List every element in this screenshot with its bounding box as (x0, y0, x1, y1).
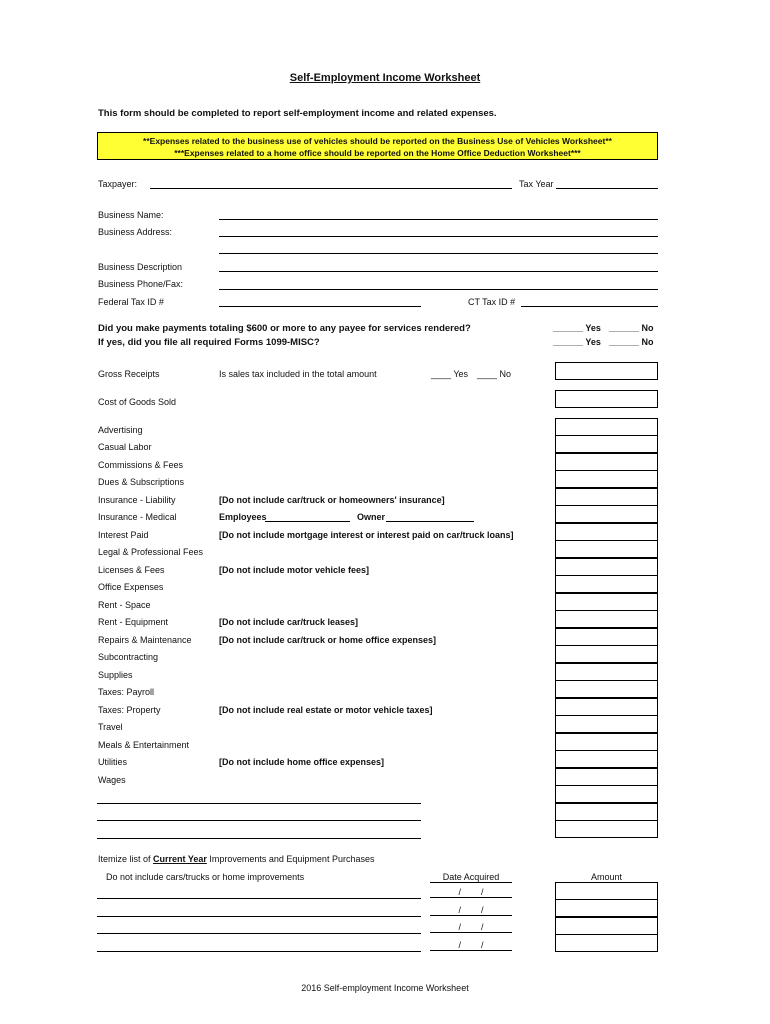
casual-labor-label: Casual Labor (98, 442, 152, 452)
item-amount-box[interactable] (555, 882, 658, 900)
q1-no-option[interactable]: ______ No (609, 323, 654, 333)
amount-box[interactable] (555, 505, 658, 523)
business-description-field[interactable] (219, 271, 658, 272)
sales-tax-yes-option[interactable]: ____ Yes (431, 369, 469, 379)
commissions-label: Commissions & Fees (98, 460, 184, 470)
q1-yes-option[interactable]: ______ Yes (553, 323, 601, 333)
taxpayer-field[interactable] (150, 188, 512, 189)
amount-box[interactable] (555, 750, 658, 768)
other-expense-line[interactable] (97, 820, 421, 821)
item-description-line[interactable] (97, 898, 421, 899)
item-description-line[interactable] (97, 933, 421, 934)
ct-tax-id-label: CT Tax ID # (468, 297, 516, 307)
business-name-field[interactable] (219, 219, 658, 220)
gross-receipts-amount-box[interactable] (555, 362, 658, 380)
date-acquired-header: Date Acquired (430, 872, 512, 883)
licenses-label: Licenses & Fees (98, 565, 165, 575)
item-amount-box[interactable] (555, 899, 658, 917)
legal-fees-label: Legal & Professional Fees (98, 547, 204, 557)
item-amount-box[interactable] (555, 917, 658, 935)
amount-box[interactable] (555, 488, 658, 506)
itemize-note: Do not include cars/trucks or home improvements (106, 872, 305, 882)
amount-header: Amount (590, 872, 623, 882)
business-name-label: Business Name: (98, 210, 164, 220)
federal-tax-id-label: Federal Tax ID # (98, 297, 164, 307)
federal-tax-id-field[interactable] (219, 306, 421, 307)
item-date-field[interactable]: / / (430, 905, 512, 916)
amount-box[interactable] (555, 663, 658, 681)
amount-box[interactable] (555, 698, 658, 716)
other-expense-line[interactable] (97, 838, 421, 839)
item-description-line[interactable] (97, 916, 421, 917)
item-date-field[interactable]: / / (430, 940, 512, 951)
taxpayer-label: Taxpayer: (98, 179, 138, 189)
amount-box[interactable] (555, 628, 658, 646)
amount-box[interactable] (555, 453, 658, 471)
ct-tax-id-field[interactable] (521, 306, 658, 307)
travel-label: Travel (98, 722, 123, 732)
tax-year-label: Tax Year (519, 179, 554, 189)
notice-box (97, 132, 658, 160)
business-address-label: Business Address: (98, 227, 173, 237)
question-1099-filed: If yes, did you file all required Forms 1099-MISC? (98, 337, 320, 348)
sales-tax-question: Is sales tax included in the total amount (219, 369, 377, 379)
amount-box[interactable] (555, 680, 658, 698)
insurance-liability-note: [Do not include car/truck or homeowners' insurance] (219, 495, 445, 505)
item-amount-box[interactable] (555, 934, 658, 952)
itemize-prefix: Itemize list of (98, 854, 154, 864)
subcontracting-label: Subcontracting (98, 652, 159, 662)
amount-box[interactable] (555, 733, 658, 751)
sales-tax-no-option[interactable]: ____ No (477, 369, 512, 379)
taxes-payroll-label: Taxes: Payroll (98, 687, 155, 697)
intro-text: This form should be completed to report self-employment income and related expenses. (98, 108, 497, 119)
interest-paid-label: Interest Paid (98, 530, 149, 540)
meals-label: Meals & Entertainment (98, 740, 190, 750)
amount-box[interactable] (555, 820, 658, 838)
licenses-note: [Do not include motor vehicle fees] (219, 565, 370, 575)
question-1099-payments: Did you make payments totaling $600 or more to any payee for services rendered? (98, 323, 471, 334)
utilities-label: Utilities (98, 757, 128, 767)
amount-box[interactable] (555, 768, 658, 786)
amount-box[interactable] (555, 470, 658, 488)
gross-receipts-label: Gross Receipts (98, 369, 160, 379)
insurance-medical-employees-field[interactable] (265, 521, 350, 522)
item-date-field[interactable]: / / (430, 922, 512, 933)
footer-text: 2016 Self-employment Income Worksheet (301, 983, 469, 993)
amount-box[interactable] (555, 645, 658, 663)
notice-home-office: ***Expenses related to a home office should be reported on the Home Office Deduction Worksheet*** (174, 148, 581, 158)
item-description-line[interactable] (97, 951, 421, 952)
advertising-label: Advertising (98, 425, 143, 435)
amount-box[interactable] (555, 523, 658, 541)
business-phone-label: Business Phone/Fax: (98, 279, 184, 289)
repairs-note: [Do not include car/truck or home office expenses] (219, 635, 437, 645)
business-description-label: Business Description (98, 262, 183, 272)
taxes-property-label: Taxes: Property (98, 705, 161, 715)
amount-box[interactable] (555, 610, 658, 628)
wages-label: Wages (98, 775, 126, 785)
itemize-suffix: Improvements and Equipment Purchases (206, 854, 375, 864)
amount-box[interactable] (555, 418, 658, 436)
insurance-medical-owner-field[interactable] (386, 521, 474, 522)
insurance-medical-employees-label: Employees (219, 512, 267, 522)
q2-yes-option[interactable]: ______ Yes (553, 337, 601, 347)
insurance-liability-label: Insurance - Liability (98, 495, 176, 505)
interest-paid-note: [Do not include mortgage interest or interest paid on car/truck loans] (219, 530, 514, 540)
tax-year-field[interactable] (556, 188, 658, 189)
dues-label: Dues & Subscriptions (98, 477, 185, 487)
taxes-property-note: [Do not include real estate or motor vehicle taxes] (219, 705, 433, 715)
business-address-field-2[interactable] (219, 253, 658, 254)
page-title: Self-Employment Income Worksheet (289, 72, 481, 84)
amount-box[interactable] (555, 558, 658, 576)
insurance-medical-label: Insurance - Medical (98, 512, 177, 522)
office-expenses-label: Office Expenses (98, 582, 164, 592)
supplies-label: Supplies (98, 670, 133, 680)
amount-box[interactable] (555, 715, 658, 733)
rent-equipment-note: [Do not include car/truck leases] (219, 617, 359, 627)
rent-equipment-label: Rent - Equipment (98, 617, 169, 627)
cost-of-goods-label: Cost of Goods Sold (98, 397, 177, 407)
itemize-heading (98, 854, 374, 864)
item-date-field[interactable]: / / (430, 887, 512, 898)
other-expense-line[interactable] (97, 803, 421, 804)
amount-box[interactable] (555, 785, 658, 803)
q2-no-option[interactable]: ______ No (609, 337, 654, 347)
insurance-medical-owner-label: Owner (357, 512, 386, 522)
business-phone-field[interactable] (219, 289, 658, 290)
amount-box[interactable] (555, 803, 658, 821)
amount-box[interactable] (555, 540, 658, 558)
business-address-field[interactable] (219, 236, 658, 237)
itemize-emphasis: Current Year (153, 854, 207, 864)
rent-space-label: Rent - Space (98, 600, 151, 610)
amount-box[interactable] (555, 593, 658, 611)
cost-of-goods-amount-box[interactable] (555, 390, 658, 408)
repairs-label: Repairs & Maintenance (98, 635, 192, 645)
notice-vehicles: **Expenses related to the business use of vehicles should be reported on the Business Use of Vehicles Worksheet** (143, 136, 612, 146)
amount-box[interactable] (555, 575, 658, 593)
amount-box[interactable] (555, 435, 658, 453)
utilities-note: [Do not include home office expenses] (219, 757, 385, 767)
